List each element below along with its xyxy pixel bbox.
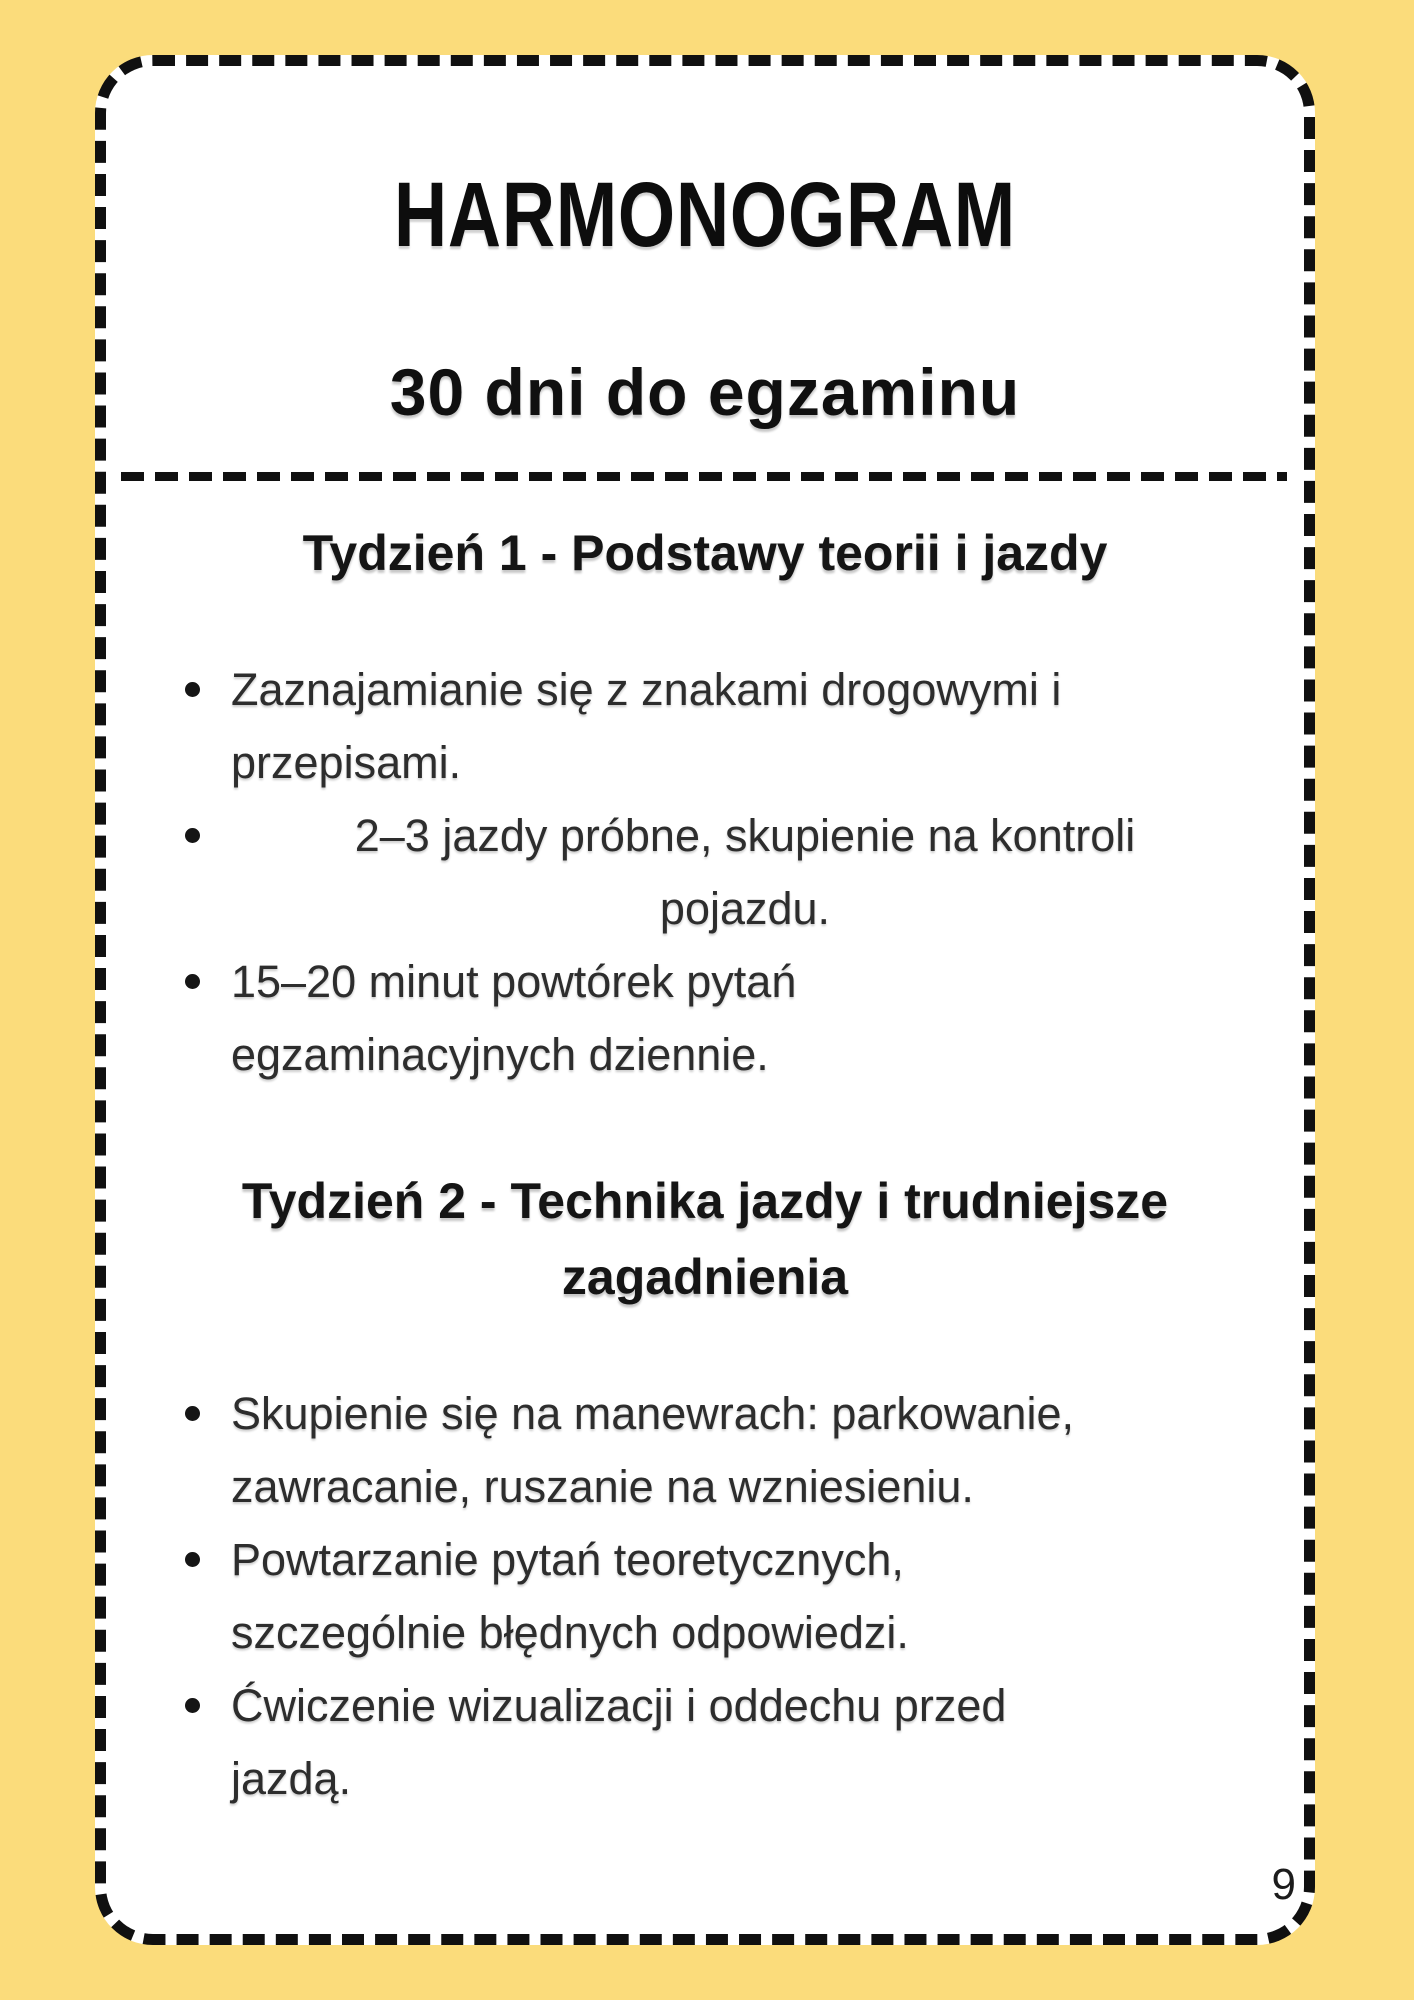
bullet-line: przepisami.: [231, 737, 462, 788]
list-item: [231, 1523, 1259, 1669]
dashed-divider: [121, 472, 1287, 481]
section-week-2: [151, 1163, 1259, 1815]
list-item: [231, 1669, 1259, 1815]
section-week-1-heading: Tydzień 1 - Podstawy teorii i jazdy: [302, 525, 1108, 581]
page-title: HARMONOGRAM: [393, 164, 1017, 266]
bullet-line: szczególnie błędnych odpowiedzi.: [231, 1607, 909, 1658]
section-week-1: [151, 515, 1259, 1091]
bullet-line: Zaznajamianie się z znakami drogowymi i: [231, 664, 1062, 715]
bullet-line: jazdą.: [231, 1753, 352, 1804]
bullet-line: egzaminacyjnych dziennie.: [231, 1029, 769, 1080]
bullet-line: Ćwiczenie wizualizacji i oddechu przed: [231, 1680, 1007, 1731]
bullet-line: Skupienie się na manewrach: parkowanie,: [231, 1388, 1074, 1439]
bullet-line: 2–3 jazdy próbne, skupienie na kontroli: [354, 810, 1136, 861]
page-subtitle: 30 dni do egzaminu: [389, 355, 1021, 429]
week-2-bullet-list: [151, 1377, 1259, 1815]
list-item: [231, 1377, 1259, 1523]
bullet-line: 15–20 minut powtórek pytań: [231, 956, 797, 1007]
week-1-bullet-list: [151, 653, 1259, 1091]
page-number: 9: [1271, 1860, 1296, 1909]
schedule-card: [95, 55, 1315, 1945]
section-week-2-heading: Tydzień 2 - Technika jazdy i trudniejsze zagadnienia: [241, 1173, 1169, 1305]
bullet-line: pojazdu.: [659, 883, 831, 934]
bullet-line: Powtarzanie pytań teoretycznych,: [231, 1534, 904, 1585]
list-item: [231, 653, 1259, 799]
list-item: [231, 799, 1259, 945]
bullet-line: zawracanie, ruszanie na wzniesieniu.: [231, 1461, 974, 1512]
list-item: [231, 945, 1259, 1091]
